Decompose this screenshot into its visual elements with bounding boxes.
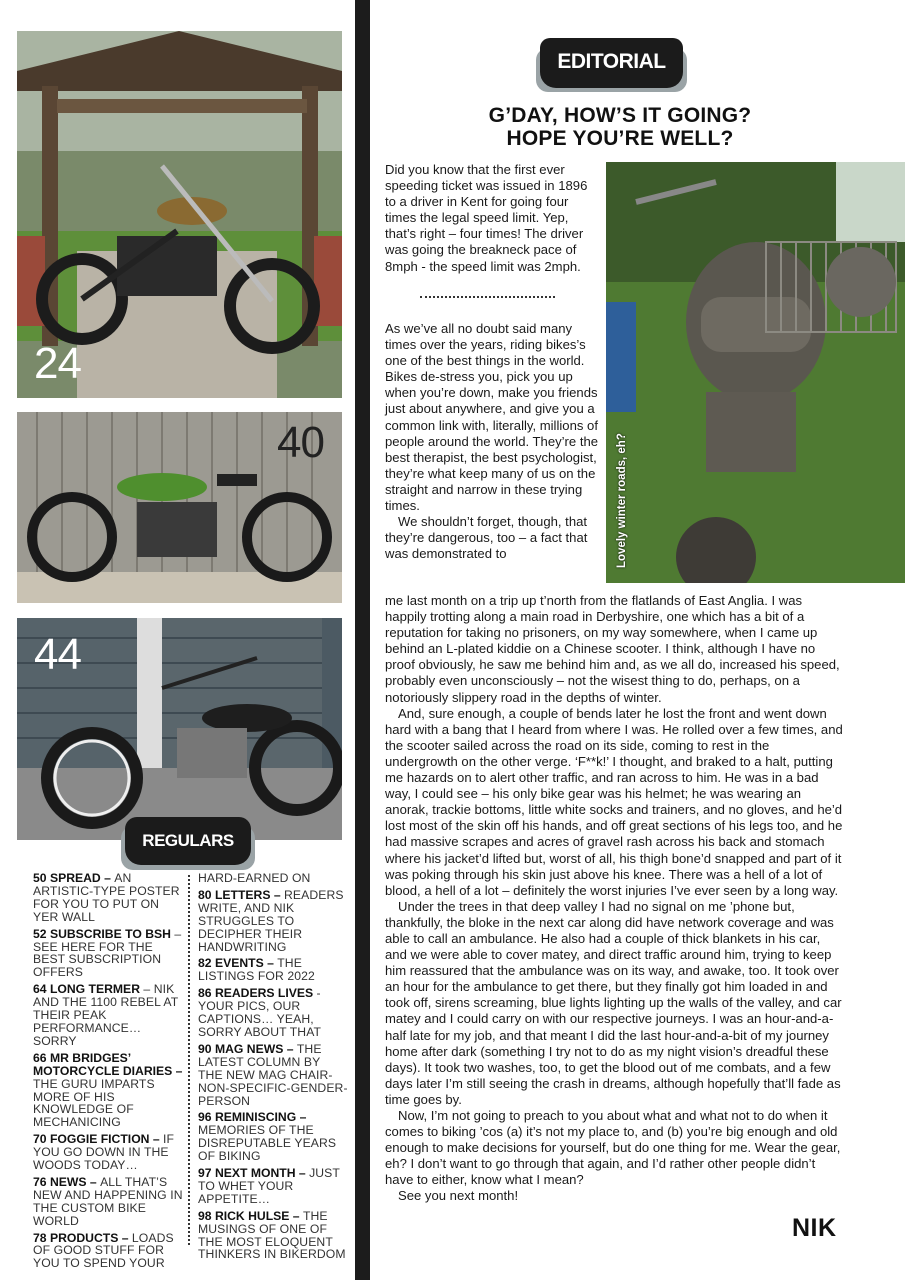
- regulars-item-title: 50 SPREAD –: [33, 871, 111, 885]
- regulars-item-desc: READERS WRITE, AND NIK STRUGGLES TO DECIPHER THEIR HANDWRITING: [198, 887, 344, 954]
- regulars-item-desc: THE LATEST COLUMN BY THE NEW MAG CHAIR-NON-SPECIFIC-GENDER-PERSON: [198, 1041, 348, 1108]
- section-separator: [420, 296, 555, 298]
- regulars-continuation: HARD-EARNED ON: [198, 871, 311, 885]
- page-number-44: 44: [34, 630, 81, 679]
- regulars-list-item: [198, 957, 348, 983]
- paragraph-5: Now, I’m not going to preach to you about what and what not to do when it comes to biking ’cos (a) it’s not my place to, and (b) you’re big enough and old enough to make decisions for yourself, but do one thing for me. Wear the gear, eh? I don’t want to go through that again, and I’d rather other people didn’t have to either, know what I mean?: [385, 1108, 841, 1188]
- regulars-list-item: [33, 983, 183, 1048]
- regulars-list-item: [33, 872, 183, 924]
- regulars-item-desc: - YOUR PICS, OUR CAPTIONS… YEAH, SORRY ABOUT THAT: [198, 986, 322, 1039]
- regulars-item-desc: AN ARTISTIC-TYPE POSTER FOR YOU TO PUT ON YER WALL: [33, 871, 180, 924]
- paragraph-6: See you next month!: [398, 1188, 519, 1204]
- regulars-item-desc: THE LISTINGS FOR 2022: [198, 956, 315, 984]
- regulars-item-desc: THE MUSINGS OF ONE OF THE MOST ELOQUENT THINKERS IN BIKERDOM: [198, 1208, 346, 1262]
- regulars-list-column-2: [198, 872, 348, 1265]
- regulars-item-desc: THE GURU IMPARTS MORE OF HIS KNOWLEDGE OF MECHANICING: [33, 1076, 155, 1130]
- regulars-list-item: [198, 1167, 348, 1206]
- photo-bobber-garage: [17, 618, 342, 840]
- headline-line-1: G’DAY, HOW’S IT GOING?: [488, 104, 752, 127]
- regulars-list-item: [198, 889, 348, 954]
- regulars-item-title: 66 MR BRIDGES’ MOTORCYCLE DIARIES –: [33, 1050, 183, 1078]
- regulars-item-title: 90 MAG NEWS –: [198, 1041, 294, 1056]
- paragraph-4: Under the trees in that deep valley I had no signal on me ’phone but, thankfully, the bloke in the next car along did have network coverage and was able to call an ambulance. He also had a couple of thick blankets in his car, and we were able to cover matey, and direct traffic around him, trying to keep him reassured that the ambulance was on its way, and awake, too. It took over an hour for the ambulance to get there, but they finally got him loaded in and took off, sirens screaming, blue lights lighting up the walls of the valley, and car matey and I could carry on with our respective journeys. I was an hour-and-a-half late for my job, and that meant I did the last hour-and-a-bit of my journey home after dark (something I try not to do as my night vision’s dreadful these days). It took two washes, too, to get the blood out of me combats, and a few days later I’m still seeing the crash in dreams, although hopefully that’ll fade as time goes by.: [385, 898, 842, 1107]
- regulars-column-divider: [188, 875, 190, 1245]
- headline: [385, 104, 855, 150]
- regulars-list-column-1: [33, 872, 183, 1274]
- paragraph-1: As we’ve all no doubt said many times over the years, riding bikes’s one of the best things in the world. Bikes de-stress you, pick you up when you’re down, make you friends just about anywhere, and give you a common link with, literally, millions of people around the world. They’re the best therapist, the best psychologist, they’re what keep many of us on the straight and narrow in these trying times.: [385, 321, 599, 514]
- regulars-badge: REGULARS: [125, 817, 251, 865]
- regulars-item-title: 98 RICK HULSE –: [198, 1208, 300, 1223]
- regulars-item-title: 96 REMINISCING –: [198, 1110, 307, 1125]
- regulars-item-title: 80 LETTERS –: [198, 887, 281, 902]
- regulars-list-item: [198, 987, 348, 1039]
- regulars-item-desc: LOADS OF GOOD STUFF FOR YOU TO SPEND YOUR: [33, 1230, 174, 1271]
- regulars-item-title: 76 NEWS –: [33, 1174, 97, 1189]
- editorial-badge: EDITORIAL: [540, 38, 683, 88]
- regulars-item-desc: IF YOU GO DOWN IN THE WOODS TODAY…: [33, 1132, 175, 1173]
- regulars-item-desc: JUST TO WHET YOUR APPETITE…: [198, 1166, 340, 1206]
- wide-paragraphs: [385, 593, 843, 1205]
- photo-caption: Lovely winter roads, eh?: [616, 433, 628, 568]
- paragraph-2-start: We shouldn’t forget, though, that they’re dangerous, too – a fact that was demonstrated to: [385, 514, 588, 562]
- regulars-item-title: 78 PRODUCTS –: [33, 1230, 129, 1245]
- regulars-item-title: 52 SUBSCRIBE TO BSH: [33, 926, 171, 941]
- headline-line-2: HOPE YOU’RE WELL?: [506, 127, 734, 150]
- narrow-paragraphs: [385, 321, 599, 562]
- paragraph-3: And, sure enough, a couple of bends later he lost the front and went down hard with a bang that I heard from where I was. He rolled over a few times, and the scooter sailed across the road on its side, coming to rest in the undergrowth on the other verge. ‘F**k!’ I thought, and braked to a halt, putting me hazards on to alert other traffic, and ran across to him. He was in a bad way, I could see – his only bike gear was his helmet; he was wearing an anorak, trackie bottoms, little white socks and trainers, and no gloves, and he’d lost most of the skin off his hands, and off great sections of his legs too, and he had massive scrapes and acres of gravel rash across his back and stomach where his jacket’d lifted but, worst of all, his thigh bone’d snapped and part of it was poking through his skin just above his knee. There was a hell of a lot of blood, a hell of a lot – definitely the worst injuries I’ve ever seen by a long way.: [385, 705, 843, 898]
- intro-text: Did you know that the first ever speeding ticket was issued in 1896 to a driver in Kent for going four times the legal speed limit. Yep, that’s right – four times! The driver was going the breakneck pace of 8mph - the speed limit was 2mph.: [385, 162, 588, 274]
- regulars-list-item: [33, 1232, 183, 1271]
- regulars-item-title: 86 READERS LIVES: [198, 986, 314, 1001]
- regulars-list-item: [198, 1210, 348, 1262]
- regulars-list-item: [33, 928, 183, 980]
- regulars-item-desc: – NIK AND THE 1100 REBEL AT THEIR PEAK PERFORMANCE… SORRY: [33, 982, 179, 1048]
- regulars-item-desc: ALL THAT’S NEW AND HAPPENING IN THE CUSTOM BIKE WORLD: [33, 1174, 183, 1228]
- photo-chopper-lychgate: [17, 31, 342, 398]
- page-number-24: 24: [34, 339, 81, 388]
- regulars-list-item: [33, 1052, 183, 1129]
- regulars-list-item: [33, 1133, 183, 1172]
- page-divider-bar: [355, 0, 370, 1280]
- regulars-list-item: [198, 1111, 348, 1163]
- photo-muddy-helmet-scooter: [606, 162, 905, 583]
- paragraph-2-cont: me last month on a trip up t’north from the flatlands of East Anglia. I was happily trotting along a main road in Derbyshire, one which has a bit of a reputation for taking no prisoners, on my way somewhere, when I came up behind an L-plated kiddie on a Chinese scooter. I think, although I have no proof obviously, he saw me behind him and, as we all do, increased his speed, probably even unconsciously – not the wisest thing to do, perhaps, on a notoriously slippery road in the depths of winter.: [385, 593, 840, 705]
- regulars-item-title: 97 NEXT MONTH –: [198, 1166, 306, 1181]
- regulars-list-item: [33, 1176, 183, 1228]
- regulars-item-title: 82 EVENTS –: [198, 956, 274, 971]
- regulars-item-title: 70 FOGGIE FICTION –: [33, 1132, 160, 1147]
- intro-paragraph: [385, 162, 599, 275]
- regulars-item-desc: – SEE HERE FOR THE BEST SUBSCRIPTION OFFERS: [33, 926, 182, 980]
- page-number-40: 40: [277, 418, 324, 467]
- signature: NIK: [792, 1214, 837, 1242]
- regulars-list-item: [198, 1043, 348, 1108]
- regulars-item-desc: MEMORIES OF THE DISREPUTABLE YEARS OF BIKING: [198, 1123, 337, 1164]
- regulars-item-title: 64 LONG TERMER: [33, 982, 140, 997]
- photo-vintage-green-bike: [17, 412, 342, 603]
